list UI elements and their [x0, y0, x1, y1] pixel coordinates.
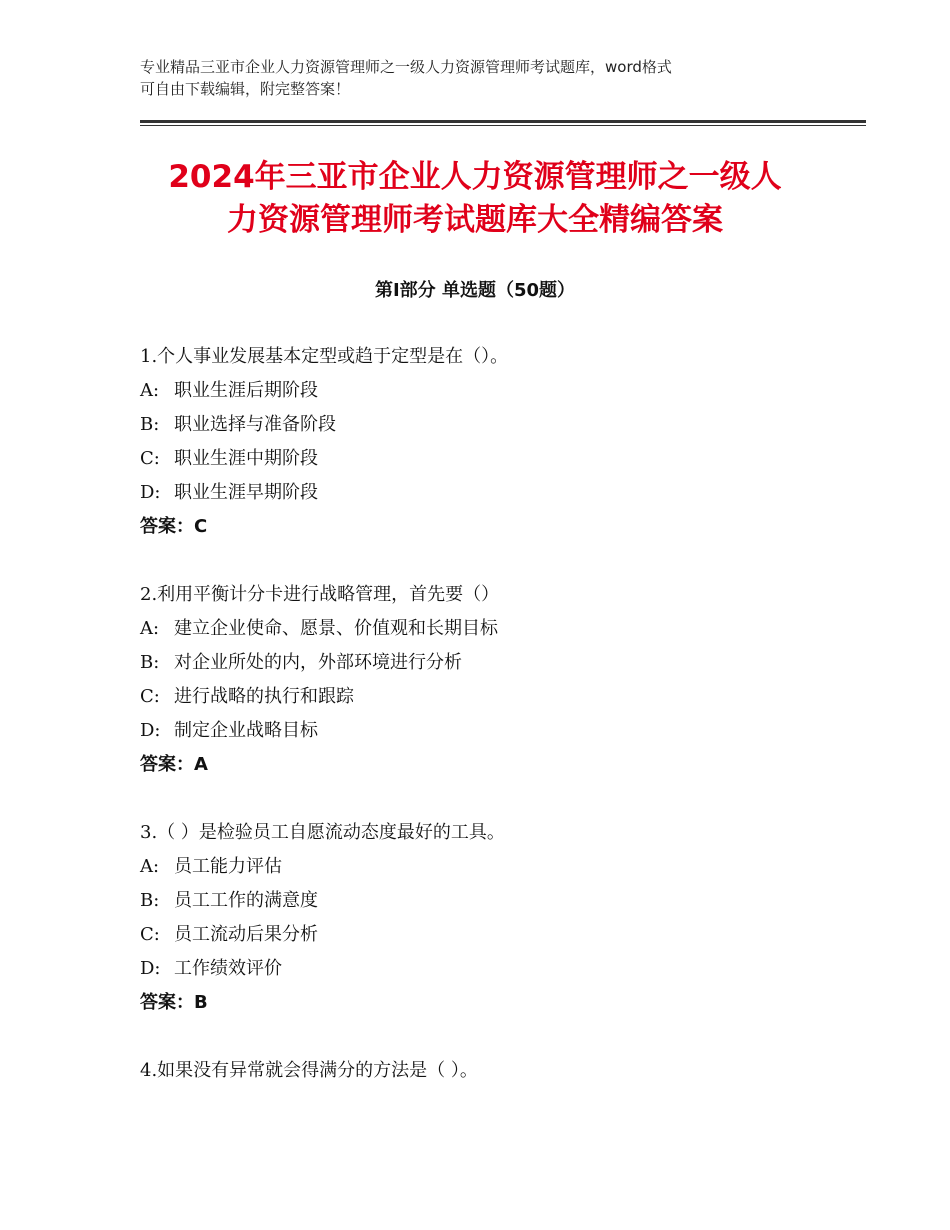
question-item	[140, 1054, 840, 1088]
answer-label: 答案：	[140, 992, 194, 1013]
option-letter: C:	[140, 448, 160, 469]
option-d	[140, 714, 840, 748]
option-c	[140, 680, 840, 714]
option-letter: D:	[140, 958, 161, 979]
option-d	[140, 952, 840, 986]
option-text: 进行战略的执行和跟踪	[174, 686, 354, 707]
section-title: 第Ⅰ部分 单选题（50题）	[374, 280, 575, 301]
question-item	[140, 816, 840, 1020]
header-divider-thin	[140, 125, 866, 126]
option-text: 建立企业使命、愿景、价值观和长期目标	[174, 618, 498, 639]
option-text: 员工能力评估	[174, 856, 282, 877]
header-divider-thick	[140, 120, 866, 123]
question-list	[140, 340, 840, 1122]
header-note	[140, 56, 820, 100]
option-letter: B:	[140, 890, 160, 911]
answer-line	[140, 986, 840, 1020]
option-text: 工作绩效评价	[174, 958, 282, 979]
option-a	[140, 374, 840, 408]
option-c	[140, 918, 840, 952]
option-letter: A:	[140, 856, 160, 877]
document-title	[130, 156, 820, 242]
document-title-line1: 2024年三亚市企业人力资源管理师之一级人	[168, 159, 782, 195]
header-note-line2: 可自由下载编辑，附完整答案！	[140, 80, 351, 98]
option-d	[140, 476, 840, 510]
question-stem: 4.如果没有异常就会得满分的方法是（ ）。	[140, 1060, 478, 1081]
question-item	[140, 578, 840, 782]
option-a	[140, 612, 840, 646]
option-text: 员工流动后果分析	[174, 924, 318, 945]
option-letter: D:	[140, 482, 161, 503]
option-text: 职业生涯后期阶段	[174, 380, 318, 401]
answer-value: C	[194, 516, 208, 537]
answer-value: B	[194, 992, 208, 1013]
option-letter: A:	[140, 380, 160, 401]
answer-label: 答案：	[140, 754, 194, 775]
answer-line	[140, 748, 840, 782]
option-text: 对企业所处的内，外部环境进行分析	[174, 652, 462, 673]
option-b	[140, 884, 840, 918]
option-letter: B:	[140, 414, 160, 435]
answer-line	[140, 510, 840, 544]
option-letter: D:	[140, 720, 161, 741]
option-letter: C:	[140, 924, 160, 945]
option-b	[140, 646, 840, 680]
question-stem: 2.利用平衡计分卡进行战略管理，首先要（）	[140, 584, 500, 605]
option-text: 制定企业战略目标	[174, 720, 318, 741]
answer-value: A	[194, 754, 208, 775]
answer-label: 答案：	[140, 516, 194, 537]
document-title-line2: 力资源管理师考试题库大全精编答案	[227, 202, 723, 238]
option-b	[140, 408, 840, 442]
option-c	[140, 442, 840, 476]
option-letter: B:	[140, 652, 160, 673]
option-a	[140, 850, 840, 884]
header-note-line1: 专业精品三亚市企业人力资源管理师之一级人力资源管理师考试题库，word格式	[140, 58, 672, 76]
option-letter: A:	[140, 618, 160, 639]
option-text: 职业生涯中期阶段	[174, 448, 318, 469]
question-stem: 1.个人事业发展基本定型或趋于定型是在（）。	[140, 346, 509, 367]
question-stem: 3.（ ）是检验员工自愿流动态度最好的工具。	[140, 822, 505, 843]
option-text: 员工工作的满意度	[174, 890, 318, 911]
option-letter: C:	[140, 686, 160, 707]
question-item	[140, 340, 840, 544]
option-text: 职业选择与准备阶段	[174, 414, 336, 435]
option-text: 职业生涯早期阶段	[174, 482, 318, 503]
